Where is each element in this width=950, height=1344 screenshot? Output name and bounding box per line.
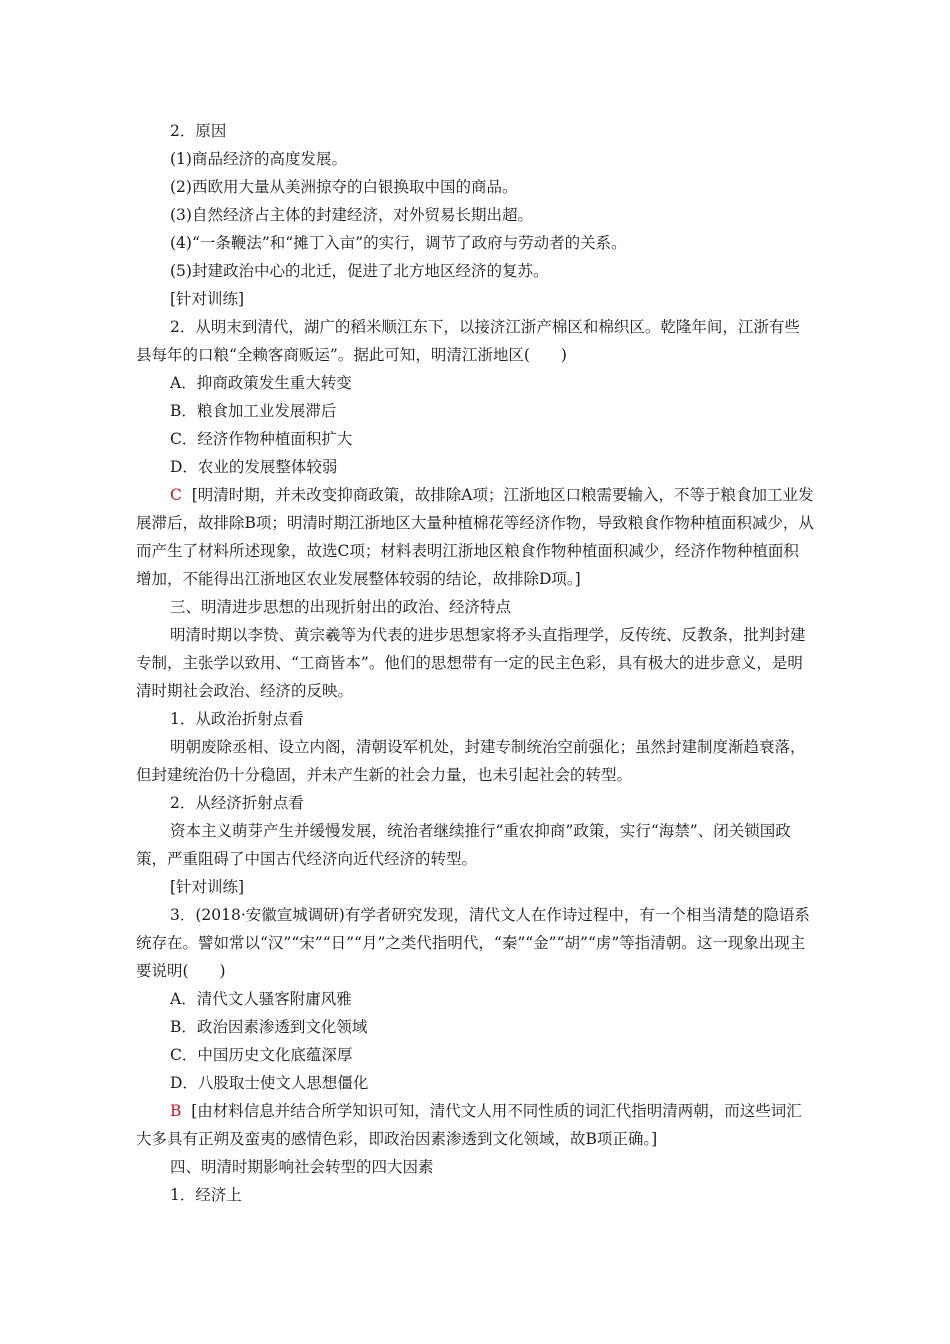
practice-label: [针对训练]	[170, 290, 245, 308]
reason-item: (5)封建政治中心的北迁，促进了北方地区经济的复苏。	[170, 262, 549, 280]
practice-label: [针对训练]	[170, 878, 245, 896]
answer-explanation: [明清时期，并未改变抑商政策，故排除A项；江浙地区口粮需要输入，不等于粮食加工业发展滞后，故排除B项；明清时期江浙地区大量种植棉花等经济作物，导致粮食作物种植面积减少，从而产生了材料所述现象，故选C项；材料表明江浙地区粮食作物种植面积减少，经济作物种植面积增加，不能得出江浙地区农业发展整体较弱的结论，故排除D项。]	[136, 486, 814, 588]
question-3-option-c: C．中国历史文化底蕴深厚	[170, 1046, 353, 1064]
question-2-answer	[136, 481, 814, 593]
question-2-stem: 2．从明末到清代，湖广的稻米顺江东下，以接济江浙产棉区和棉织区。乾隆年间，江浙有些县每年的口粮“全赖客商贩运”。据此可知，明清江浙地区( )	[136, 318, 800, 364]
answer-letter: B	[170, 1102, 182, 1120]
question-2-option-c: C．经济作物种植面积扩大	[170, 430, 353, 448]
answer-explanation: [由材料信息并结合所学知识可知，清代文人用不同性质的词汇代指明清两朝，而这些词汇大多具有正朔及蛮夷的感情色彩，即政治因素渗透到文化领域，故B项正确。]	[136, 1102, 802, 1148]
section-3-subheading: 1．从政治折射点看	[170, 710, 304, 728]
section-4-heading: 四、明清时期影响社会转型的四大因素	[170, 1158, 434, 1176]
question-3-option-a: A．清代文人骚客附庸风雅	[170, 990, 352, 1008]
section-3-paragraph: 资本主义萌芽产生并缓慢发展，统治者继续推行“重农抑商”政策，实行“海禁”、闭关锁国政策，严重阻碍了中国古代经济向近代经济的转型。	[136, 822, 791, 868]
reason-item: (2)西欧用大量从美洲掠夺的白银换取中国的商品。	[170, 178, 518, 196]
question-3-stem: 3．(2018·安徽宣城调研)有学者研究发现，清代文人在作诗过程中，有一个相当清楚的隐语系统存在。譬如常以“汉”“宋”“日”“月”之类代指明代，“秦”“金”“胡”“虏”等指清朝。这一现象出现主要说明( )	[136, 906, 810, 980]
section-4-subheading: 1．经济上	[170, 1186, 242, 1204]
reason-item: (4)“一条鞭法”和“摊丁入亩”的实行，调节了政府与劳动者的关系。	[170, 234, 627, 252]
question-2-option-b: B．粮食加工业发展滞后	[170, 402, 337, 420]
question-2-option-d: D．农业的发展整体较弱	[170, 458, 338, 476]
section-3-subheading: 2．从经济折射点看	[170, 794, 304, 812]
reason-item: (1)商品经济的高度发展。	[170, 150, 347, 168]
answer-letter: C	[170, 486, 182, 504]
question-3-option-d: D．八股取士使文人思想僵化	[170, 1074, 369, 1092]
question-2-option-a: A．抑商政策发生重大转变	[170, 374, 352, 392]
document-body	[136, 117, 814, 1209]
reason-heading: 2．原因	[170, 122, 227, 140]
section-3-heading: 三、明清进步思想的出现折射出的政治、经济特点	[170, 598, 512, 616]
question-3-answer	[136, 1097, 814, 1153]
section-3-paragraph: 明朝废除丞相、设立内阁，清朝设军机处，封建专制统治空前强化；虽然封建制度渐趋衰落，但封建统治仍十分稳固，并未产生新的社会力量，也未引起社会的转型。	[136, 738, 806, 784]
reason-item: (3)自然经济占主体的封建经济，对外贸易长期出超。	[170, 206, 533, 224]
question-3-option-b: B．政治因素渗透到文化领域	[170, 1018, 368, 1036]
section-3-intro: 明清时期以李贽、黄宗羲等为代表的进步思想家将矛头直指理学，反传统、反教条，批判封建专制，主张学以致用、“工商皆本”。他们的思想带有一定的民主色彩，具有极大的进步意义，是明清时期社会政治、经济的反映。	[136, 626, 806, 700]
